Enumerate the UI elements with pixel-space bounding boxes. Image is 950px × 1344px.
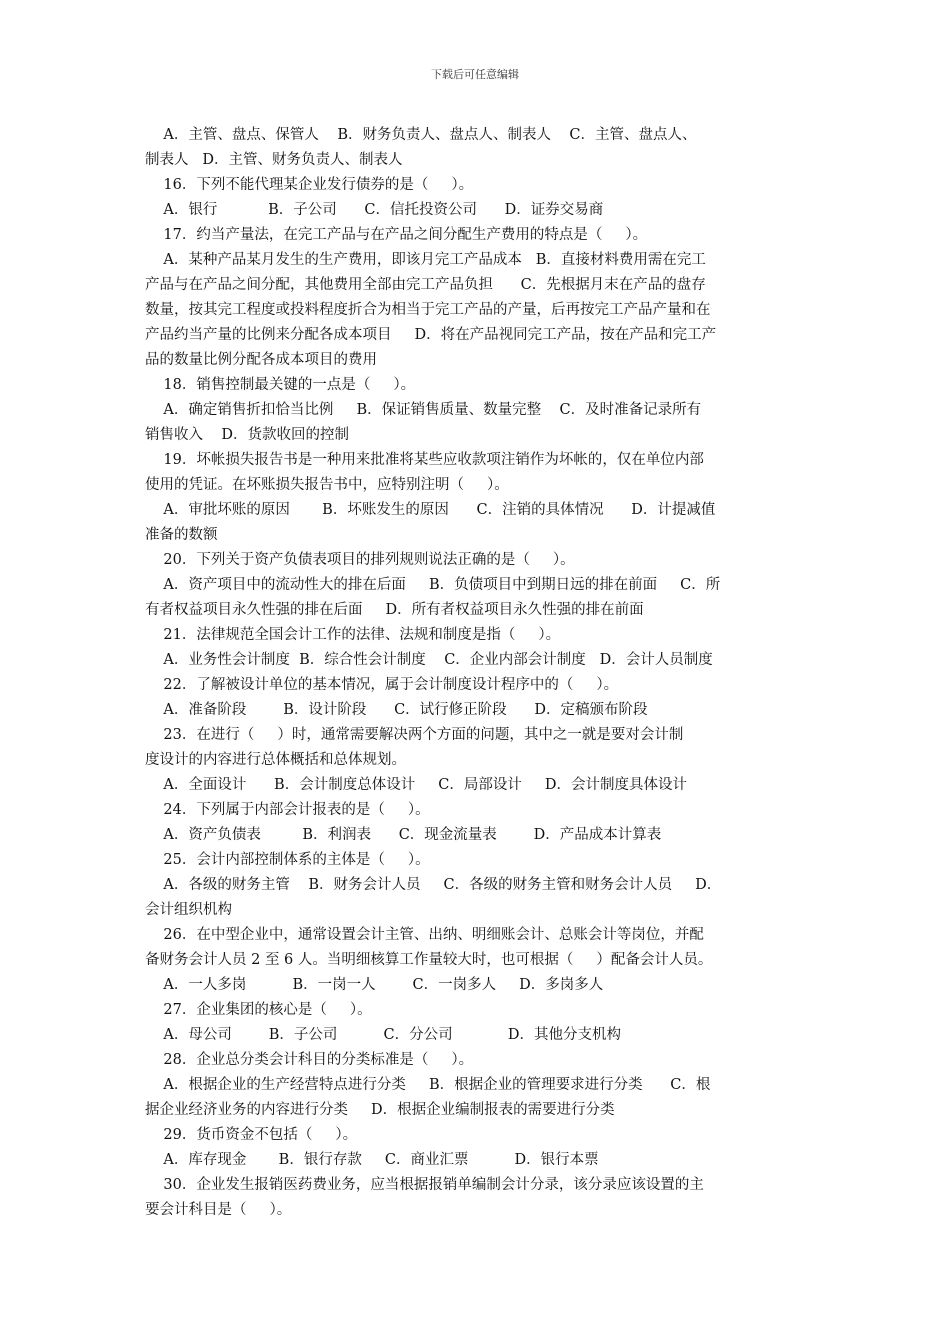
text-line: A．资产负债表 B．利润表 C．现金流量表 D．产品成本计算表 [145, 827, 662, 843]
text-line: 产品与在产品之间分配，其他费用全部由完工产品负担 C．先根据月末在产品的盘存 [145, 277, 706, 293]
text-line: 准备的数额 [145, 527, 218, 543]
text-line: 会计组织机构 [145, 902, 232, 918]
text-line: 26．在中型企业中，通常设置会计主管、出纳、明细账会计、总账会计等岗位，并配 [145, 927, 704, 943]
text-line: 产品约当产量的比例来分配各成本项目 D．将在产品视同完工产品，按在产品和完工产 [145, 327, 717, 343]
page-header: 下载后可任意编辑 [431, 68, 519, 81]
text-line: 29．货币资金不包括（ ）。 [145, 1127, 358, 1143]
text-line: A．业务性会计制度 B．综合性会计制度 C．企业内部会计制度 D．会计人员制度 [145, 652, 713, 668]
text-line: A．主管、盘点、保管人 B．财务负责人、盘点人、制表人 C．主管、盘点人、 [145, 127, 697, 143]
text-line: 20．下列关于资产负债表项目的排列规则说法正确的是（ ）。 [145, 552, 575, 568]
text-line: 18．销售控制最关键的一点是（ ）。 [145, 377, 416, 393]
text-line: 据企业经济业务的内容进行分类 D．根据企业编制报表的需要进行分类 [145, 1102, 615, 1118]
text-line: A．一人多岗 B．一岗一人 C．一岗多人 D．多岗多人 [145, 977, 604, 993]
text-line: 使用的凭证。在坏账损失报告书中，应特别注明（ ）。 [145, 477, 509, 493]
text-line: 27．企业集团的核心是（ ）。 [145, 1002, 372, 1018]
text-line: 16．下列不能代理某企业发行债券的是（ ）。 [145, 177, 474, 193]
text-line: A．库存现金 B．银行存款 C．商业汇票 D．银行本票 [145, 1152, 599, 1168]
text-line: A．根据企业的生产经营特点进行分类 B．根据企业的管理要求进行分类 C．根 [145, 1077, 711, 1093]
text-line: A．准备阶段 B．设计阶段 C．试行修正阶段 D．定稿颁布阶段 [145, 702, 648, 718]
text-line: A．全面设计 B．会计制度总体设计 C．局部设计 D．会计制度具体设计 [145, 777, 688, 793]
text-line: 23．在进行（ ）时，通常需要解决两个方面的问题，其中之一就是要对会计制 [145, 727, 684, 743]
text-line: 品的数量比例分配各成本项目的费用 [145, 352, 377, 368]
text-line: 19．坏帐损失报告书是一种用来批准将某些应收款项注销作为坏帐的，仅在单位内部 [145, 452, 704, 468]
text-line: 要会计科目是（ ）。 [145, 1202, 292, 1218]
text-line: A．确定销售折扣恰当比例 B．保证销售质量、数量完整 C．及时准备记录所有 [145, 402, 702, 418]
text-line: 17．约当产量法，在完工产品与在产品之间分配生产费用的特点是（ ）。 [145, 227, 648, 243]
text-line: 21．法律规范全国会计工作的法律、法规和制度是指（ ）。 [145, 627, 561, 643]
text-line: 制表人 D．主管、财务负责人、制表人 [145, 152, 403, 168]
text-line: 24．下列属于内部会计报表的是（ ）。 [145, 802, 430, 818]
text-line: A．审批坏账的原因 B．坏账发生的原因 C．注销的具体情况 D．计提减值 [145, 502, 716, 518]
text-line: A．某种产品某月发生的生产费用，即该月完工产品成本 B．直接材料费用需在完工 [145, 252, 706, 268]
document-body [145, 123, 810, 1223]
text-line: A．资产项目中的流动性大的排在后面 B．负债项目中到期日远的排在前面 C．所 [145, 577, 721, 593]
text-line: 备财务会计人员 2 至 6 人。当明细核算工作量较大时，也可根据（ ）配备会计人员。 [145, 952, 713, 968]
text-line: 有者权益项目永久性强的排在后面 D．所有者权益项目永久性强的排在前面 [145, 602, 644, 618]
text-line: 22．了解被设计单位的基本情况，属于会计制度设计程序中的（ ）。 [145, 677, 619, 693]
text-line: 度设计的内容进行总体概括和总体规划。 [145, 752, 406, 768]
text-line: A．各级的财务主管 B．财务会计人员 C．各级的财务主管和财务会计人员 D． [145, 877, 722, 893]
text-line: 28．企业总分类会计科目的分类标准是（ ）。 [145, 1052, 474, 1068]
text-line: 30．企业发生报销医药费业务，应当根据报销单编制会计分录，该分录应该设置的主 [145, 1177, 704, 1193]
text-line: 销售收入 D．货款收回的控制 [145, 427, 350, 443]
text-line: A．母公司 B．子公司 C．分公司 D．其他分支机构 [145, 1027, 622, 1043]
text-line: A．银行 B．子公司 C．信托投资公司 D．证券交易商 [145, 202, 604, 218]
text-line: 数量，按其完工程度或投料程度折合为相当于完工产品的产量，后再按完工产品产量和在 [145, 302, 711, 318]
text-line: 25．会计内部控制体系的主体是（ ）。 [145, 852, 430, 868]
